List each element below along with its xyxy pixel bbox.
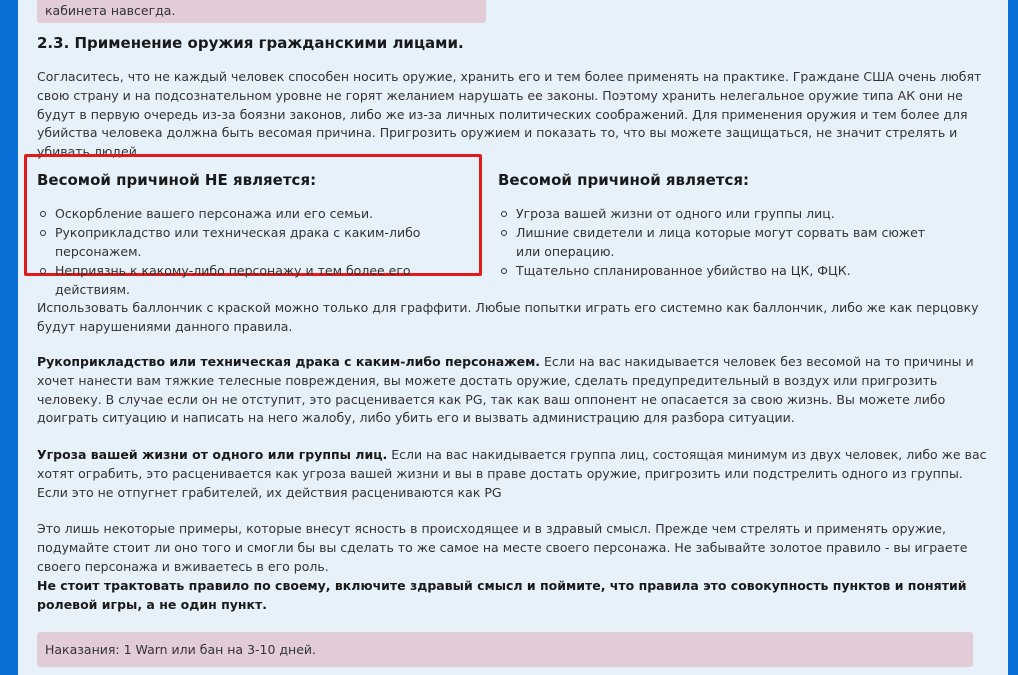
list-item: Угроза вашей жизни от одного или группы лиц.: [498, 204, 938, 223]
valid-title: Весомой причиной является:: [498, 171, 750, 189]
valid-list: [498, 204, 938, 280]
not-valid-reasons: [37, 171, 482, 299]
threat-heading: Угроза вашей жизни от одного или группы лиц.: [37, 447, 388, 462]
threat-text: Если на вас накидывается группа лиц, состоящая минимум из двух человек, либо же вас хотят ограбить, это расценивается как угроза вашей жизни и вы в праве достать оружие, пригрозить или подстрелить одного из группы. Если это не отпугнет грабителей, их действия расцениваются как PG: [37, 447, 987, 500]
list-item: Оскорбление вашего персонажа или его семьи.: [37, 204, 482, 223]
intro-paragraph: Согласитесь, что не каждый человек способен носить оружие, хранить его и тем более применять на практике. Граждане США очень любят свою страну и на подсознательном уровне не горят желанием нарушать ее законы. Поэтому хранить нелегальное оружие типа АК они не будут в первую очередь из-за боязни законов, либо же из-за личных политических соображений. Для применения оружия и тем более для убийства человека должна быть весомая причина. Пригрозить оружием и показать то, что вы можете защищаться, не значит стрелять и убивать людей.: [37, 69, 982, 160]
closing-bold: Не стоит трактовать правило по своему, включите здравый смысл и поймите, что правила это совокупность пунктов и понятий ролевой игры, а не один пункт.: [37, 578, 967, 612]
not-valid-list: [37, 204, 482, 299]
list-item: Рукоприкладство или техническая драка с каким-либо персонажем.: [37, 223, 482, 261]
fight-text: Если на вас накидывается человек без весомой на то причины и хочет нанести вам тяжкие телесные повреждения, вы можете достать оружие, сделать предупредительный в воздух или пригрозить человеку. В случае если он не отступит, это расценивается как PG, так как ваш оппонент не опасается за свою жизнь. Вы можете либо доиграть ситуацию и написать на него жалобу, либо убить его и вызвать администрацию для разбора ситуации.: [37, 354, 974, 426]
punishment-text: Наказания: 1 Warn или бан на 3-10 дней.: [45, 642, 317, 657]
spray-paragraph: Использовать баллончик с краской можно только для граффити. Любые попытки играть его системно как баллончик, либо же как перцовку будут нарушениями данного правила.: [37, 300, 979, 334]
examples-paragraph: Это лишь некоторые примеры, которые внесут ясность в происходящее и в здравый смысл. Прежде чем стрелять и применять оружие, подумайте стоит ли оно того и смогли бы вы сделать то же самое на месте своего персонажа. Не забывайте золотое правило - вы играете своего персонажа и вживаетесь в его роль.: [37, 521, 968, 574]
threat-paragraph: [37, 446, 989, 502]
not-valid-title: Весомой причиной НЕ является:: [37, 171, 317, 189]
list-item: Неприязнь к какому-либо персонажу и тем более его действиям.: [37, 261, 482, 299]
punishment-notice: [37, 632, 973, 667]
list-item: Тщательно спланированное убийство на ЦК, ФЦК.: [498, 261, 938, 280]
rules-page: [18, 0, 1008, 675]
fight-paragraph: [37, 353, 989, 428]
fight-heading: Рукоприкладство или техническая драка с каким-либо персонажем.: [37, 354, 541, 369]
closing-paragraph: [37, 577, 989, 615]
previous-section-notice: [37, 0, 486, 23]
valid-reasons: [498, 171, 938, 280]
section-title: 2.3. Применение оружия гражданскими лицами.: [37, 34, 464, 52]
previous-notice-text: кабинета навсегда.: [45, 3, 176, 18]
list-item: Лишние свидетели и лица которые могут сорвать вам сюжет или операцию.: [498, 223, 938, 261]
